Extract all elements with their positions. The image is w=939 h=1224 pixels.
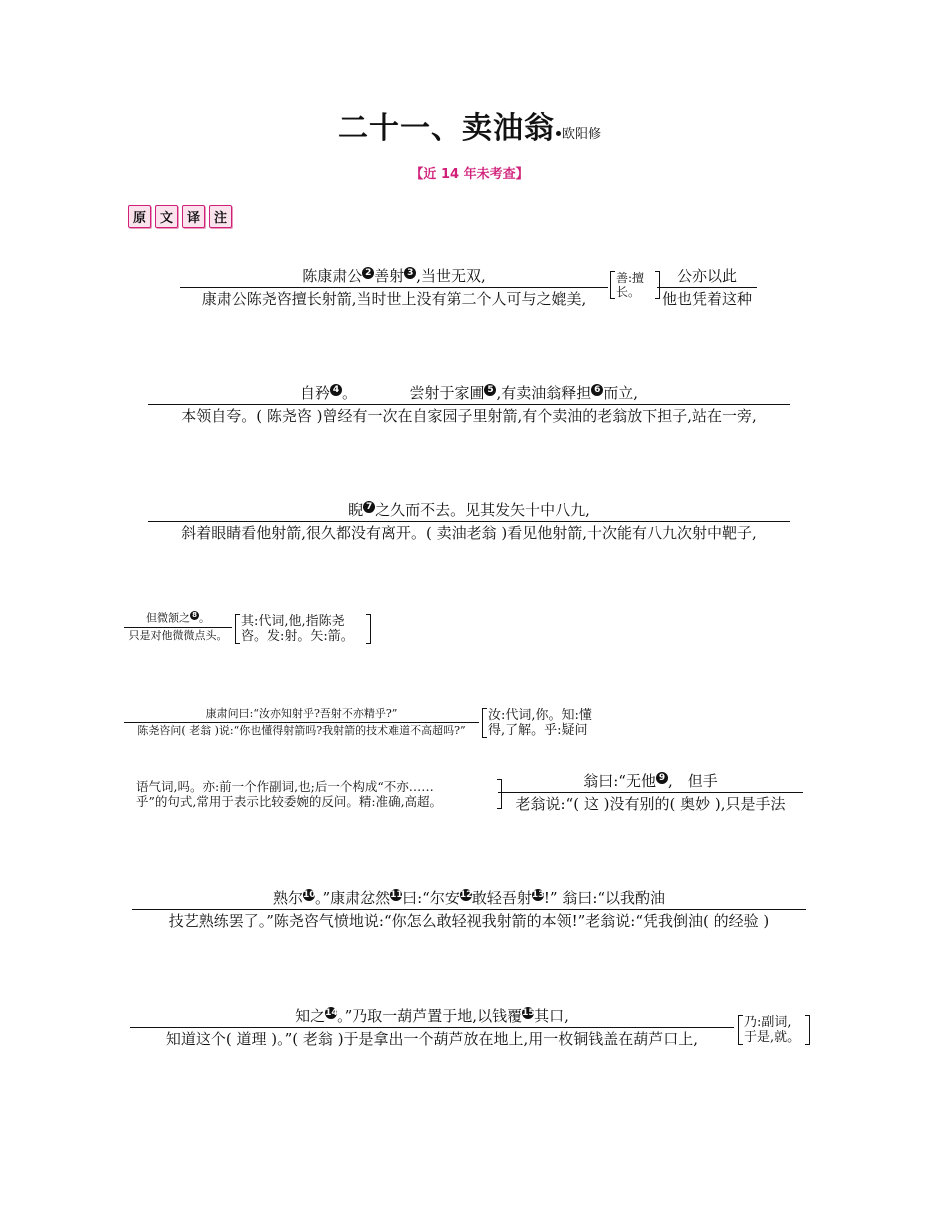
note-line: 得,了解。乎:疑问	[488, 723, 588, 738]
footnote-number: 14	[325, 1008, 338, 1018]
badge-zhu: 注	[209, 205, 232, 228]
page-title-block	[0, 103, 939, 147]
footnote-number: 4	[330, 384, 342, 396]
annotation-note	[235, 614, 371, 644]
footnote-number: 13	[531, 890, 545, 900]
note-line: 咨。发:射。矢:箭。	[241, 629, 354, 644]
text-line-6	[498, 771, 803, 814]
original-text: 自矜 4 。 尝射于家圃 5 ,有卖油翁释担 6 而立,	[299, 384, 639, 402]
badge-wen: 文	[155, 205, 178, 228]
footnote-number: 6	[591, 384, 603, 396]
annotation-note: 善:擅长。	[610, 271, 660, 299]
original-text: 公亦以此	[676, 267, 737, 285]
note-line: 汝:代词,你。知:懂	[488, 708, 592, 723]
annotation-note-continued	[130, 779, 502, 809]
original-text: 翁曰:“无他 9 , 但手	[583, 772, 718, 790]
translation-text: 斜着眼睛看他射箭,很久都没有离开。( 卖油老翁 )看见他射箭,十次能有八九次射中靶子,	[181, 524, 757, 542]
author-name: 欧阳修	[561, 127, 601, 142]
footnote-number: 2	[362, 267, 374, 279]
translation-text: 知道这个( 道理 )。”( 老翁 )于是拿出一个葫芦放在地上,用一枚铜钱盖在葫芦口上,	[165, 1030, 699, 1048]
original-text: 康肃问曰:“汝亦知射乎?吾射不亦精乎?”	[205, 707, 398, 720]
note-line: 于是,就。	[744, 1030, 801, 1045]
text-line-1b	[657, 266, 757, 309]
translation-text: 老翁说:“( 这 )没有别的( 奥妙 ),只是手法	[515, 795, 786, 813]
original-text: 睨 7 之久而不去。见其发矢十中八九,	[348, 501, 590, 519]
badge-yi: 译	[182, 205, 205, 228]
exam-frequency-tag: 【近 14 年未考查】	[410, 167, 529, 182]
footnote-marker-icon	[556, 131, 561, 136]
text-line-3	[148, 500, 790, 543]
note-line: 乃:副词,	[744, 1015, 792, 1030]
footnote-number: 10	[302, 890, 316, 900]
footnote-number: 8	[190, 611, 199, 620]
note-line: 语气词,吗。亦:前一个作副词,也;后一个构成“不亦……	[136, 779, 434, 794]
footnote-number: 7	[363, 501, 375, 513]
translation-text: 只是对他微微点头。	[128, 628, 228, 642]
section-badges	[128, 205, 232, 228]
text-line-8	[130, 1006, 734, 1049]
text-line-4	[124, 611, 232, 643]
page-title: 二十一、卖油翁	[337, 111, 555, 146]
footnote-number: 11	[390, 890, 403, 900]
translation-text: 陈尧咨问( 老翁 )说:“你也懂得射箭吗?我射箭的技术难道不高超吗?”	[137, 724, 466, 737]
footnote-number: 9	[656, 772, 668, 784]
translation-text: 技艺熟练罢了。”陈尧咨气愤地说:“你怎么敢轻视我射箭的本领!”老翁说:“凭我倒油( 的经验 )	[168, 912, 770, 930]
original-text: 但微颔之 8 。	[146, 611, 210, 625]
original-text: 陈康肃公 2 善射 3 ,当世无双,	[302, 267, 486, 285]
translation-text: 康肃公陈尧咨擅长射箭,当时世上没有第二个人可与之媲美,	[201, 290, 587, 308]
note-line: 其:代词,他,指陈尧	[241, 614, 345, 629]
text-line-5	[124, 707, 479, 738]
footnote-number: 12	[459, 890, 473, 900]
footnote-number: 15	[522, 1008, 535, 1018]
text-line-1	[180, 266, 608, 309]
original-text: 知之14。”乃取一葫芦置于地,以钱覆15其口,	[295, 1007, 569, 1025]
text-line-7	[132, 888, 806, 931]
translation-text: 本领自夸。( 陈尧咨 )曾经有一次在自家园子里射箭,有个卖油的老翁放下担子,站在一旁,	[181, 407, 757, 425]
footnote-number: 3	[404, 267, 416, 279]
translation-text: 他也凭着这种	[661, 290, 752, 308]
text-line-2	[148, 383, 790, 426]
footnote-number: 5	[484, 384, 496, 396]
annotation-note	[738, 1015, 810, 1045]
original-text: 熟尔10。”康肃忿然11曰:“尔安12敢轻吾射13!” 翁曰:“以我酌油	[272, 889, 666, 907]
annotation-note	[482, 708, 614, 738]
badge-yuan: 原	[128, 205, 151, 228]
note-line: 乎”的句式,常用于表示比较委婉的反问。精:准确,高超。	[136, 794, 443, 809]
